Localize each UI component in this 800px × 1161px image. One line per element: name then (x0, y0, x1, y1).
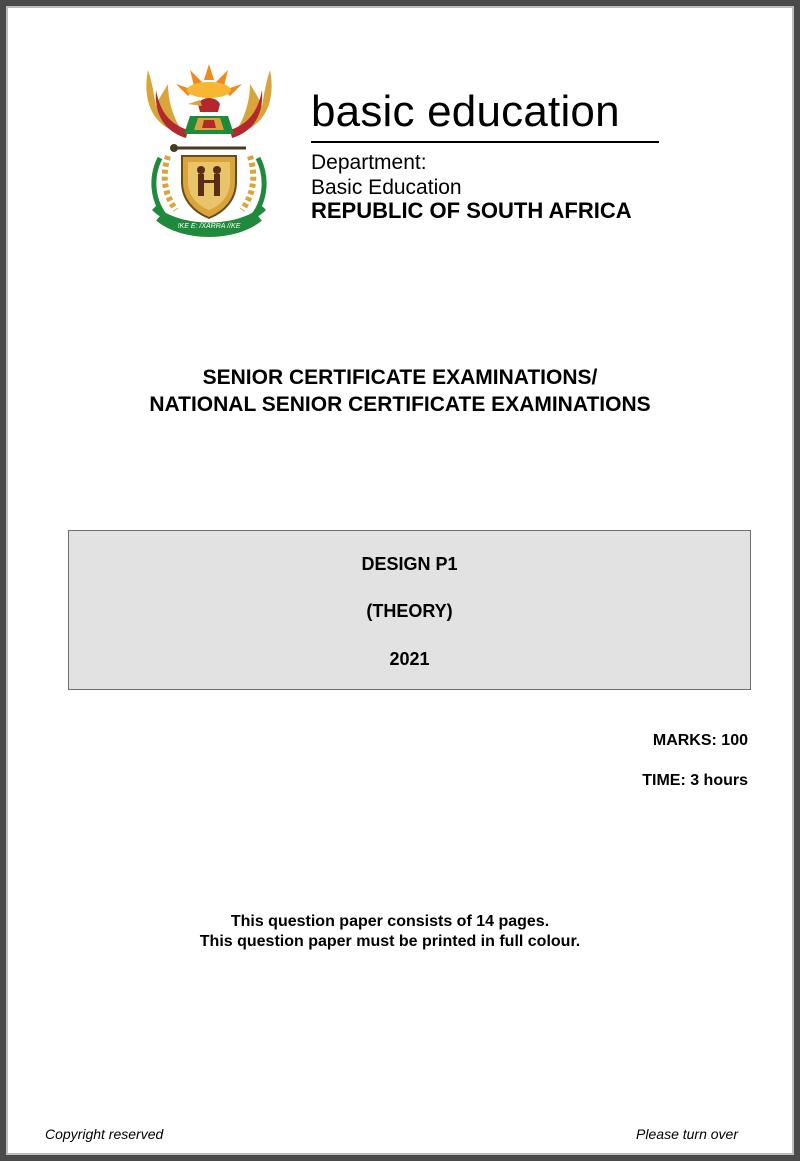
copyright-footer: Copyright reserved (45, 1126, 164, 1142)
department-label: Department: (311, 151, 427, 174)
country-name: REPUBLIC OF SOUTH AFRICA (311, 198, 632, 223)
paper-type: (THEORY) (366, 601, 453, 621)
subject-name: DESIGN P1 (361, 554, 458, 574)
sun-icon (176, 64, 242, 98)
secretary-bird-icon (184, 98, 234, 134)
coat-of-arms-logo (138, 60, 280, 238)
department-name: Basic Education (311, 176, 462, 199)
page-count-note: This question paper consists of 14 pages. (230, 913, 550, 930)
shield-icon (182, 156, 236, 218)
time-label: TIME: 3 hours (642, 772, 748, 789)
svg-text:!KE E: /XARRA //KE: !KE E: /XARRA //KE (177, 223, 241, 230)
exam-title-line-1: SENIOR CERTIFICATE EXAMINATIONS/ (202, 366, 598, 389)
exam-year: 2021 (389, 649, 430, 669)
turn-over-footer: Please turn over (636, 1126, 738, 1142)
brand-title: basic education (311, 87, 620, 136)
brand-divider (311, 141, 659, 143)
exam-title-line-2: NATIONAL SENIOR CERTIFICATE EXAMINATIONS (149, 393, 651, 416)
colour-print-note: This question paper must be printed in full colour. (199, 933, 581, 950)
paper-notes (0, 912, 780, 952)
marks-label: MARKS: 100 (652, 732, 748, 749)
exam-title-block (0, 364, 800, 418)
subject-box (68, 530, 751, 690)
